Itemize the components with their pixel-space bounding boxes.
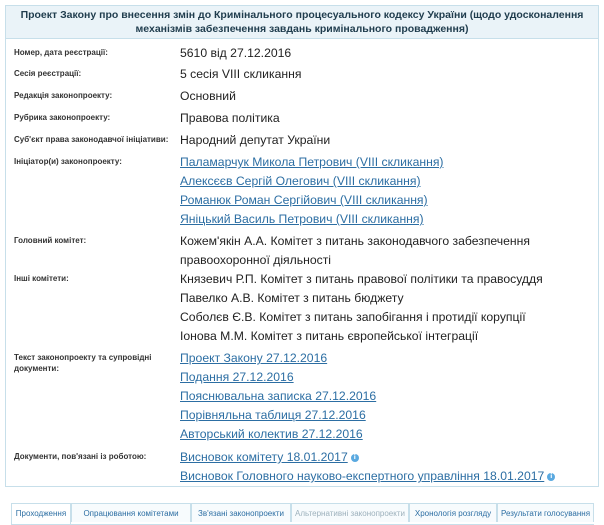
value-session: 5 сесія VIII скликання [180, 67, 302, 81]
document-link[interactable]: Пояснювальна записка 27.12.2016 [180, 389, 377, 403]
related-doc-link[interactable]: Висновок Головного науково-експертного управління 18.01.2017 [180, 469, 545, 483]
tab-linked-bills[interactable]: Зв'язані законопроекти [191, 503, 291, 522]
committee-item: Павелко А.В. Комітет з питань бюджету [180, 291, 404, 305]
tab-voting-results[interactable]: Результати голосування [497, 503, 594, 522]
label-subject: Суб'єкт права законодавчої ініціативи: [14, 135, 169, 144]
label-edition: Редакція законопроекту: [14, 91, 113, 100]
label-session: Сесія реєстрації: [14, 69, 82, 78]
label-rubric: Рубрика законопроекту: [14, 113, 111, 122]
document-link[interactable]: Подання 27.12.2016 [180, 370, 294, 384]
label-related-docs: Документи, пов'язані із роботою: [14, 452, 147, 461]
document-link[interactable]: Порівняльна таблиця 27.12.2016 [180, 408, 366, 422]
info-circle-icon[interactable]: i [351, 454, 359, 462]
related-doc-item [180, 467, 594, 486]
label-documents: Текст законопроекту та супровідні документи: [14, 353, 152, 373]
bill-card [5, 5, 599, 487]
tab-committee-work[interactable]: Опрацювання комітетами [71, 503, 191, 522]
committee-item: Соболєв Є.В. Комітет з питань запобігання і протидії корупції [180, 310, 526, 324]
value-subject: Народний депутат України [180, 133, 331, 147]
value-rubric: Правова політика [180, 111, 280, 125]
initiator-link[interactable]: Алексєєв Сергій Олегович (VIII скликання) [180, 174, 421, 188]
label-other-committees: Інші комітети: [14, 274, 69, 283]
value-edition: Основний [180, 89, 236, 103]
tab-chronology[interactable]: Хронологія розгляду [409, 503, 497, 522]
main-committee-line: правоохоронної діяльності [180, 253, 331, 267]
document-link[interactable]: Проект Закону 27.12.2016 [180, 351, 328, 365]
related-doc-item [180, 448, 594, 467]
related-doc-link[interactable]: Висновок комітету 18.01.2017 [180, 450, 348, 464]
document-link[interactable]: Авторський колектив 27.12.2016 [180, 427, 363, 441]
tab-progress[interactable]: Проходження [11, 503, 71, 524]
bill-title: Проект Закону про внесення змін до Кримінального процесуального кодексу України (щодо удосконалення механізмів забезпечення завдань кримінального провадження) [6, 6, 598, 39]
info-circle-icon[interactable]: i [547, 473, 555, 481]
committee-item: Князевич Р.П. Комітет з питань правової політики та правосуддя [180, 272, 543, 286]
committee-item: Іонова М.М. Комітет з питань європейської інтеграції [180, 329, 479, 343]
main-committee-line: Кожем'якін А.А. Комітет з питань законодавчого забезпечення [180, 234, 530, 248]
initiator-link[interactable]: Романюк Роман Сергійович (VIII скликання) [180, 193, 428, 207]
label-initiators: Ініціатор(и) законопроекту: [14, 157, 122, 166]
initiator-link[interactable]: Яніцький Василь Петрович (VIII скликання) [180, 212, 424, 226]
label-registration: Номер, дата реєстрації: [14, 48, 108, 57]
tab-alternative-bills: Альтернативні законопроекти [291, 503, 409, 522]
bill-tabs [11, 503, 594, 525]
label-main-committee: Головний комітет: [14, 236, 87, 245]
value-registration: 5610 від 27.12.2016 [180, 46, 292, 60]
initiator-link[interactable]: Паламарчук Микола Петрович (VIII скликання) [180, 155, 444, 169]
